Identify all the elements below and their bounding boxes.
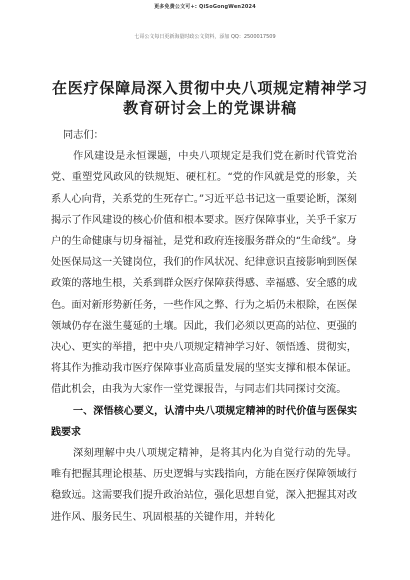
title-line-1: 在医疗保障局深入贯彻中央八项规定精神学习 [51, 79, 368, 97]
title-line-2: 教育研讨会上的党课讲稿 [123, 99, 297, 117]
greeting: 同志们： [63, 130, 104, 141]
paragraph-1: 作风建设是永恒课题，中央八项规定是我们党在新时代管党治党、重塑党风政风的铁规矩、硬杠杠。“党的作风就是党的形象，关系人心向背，关系党的生死存亡。”习近平总书记这一重要论断，深刻揭示了作风建设的核心价值和根本要求。医疗保障事业，关乎千家万户的生命健康与切身福祉，是党和政府连接服务群众的“生命线”。身处医保局这一关键岗位，我们的作风状况、纪律意识直接影响到医保政策的落地生根，关系到群众医疗保障获得感、幸福感、安全感的成色。面对新形势新任务，一些作风之弊、行为之垢仍未根除，在医保领域仍存在滋生蔓延的土壤。因此，我们必须以更高的站位、更强的决心、更实的举措，把中央八项规定精神学习好、领悟透、贯彻实，将其作为推动我市医疗保障事业高质量发展的坚实支撑和根本保证。借此机会，由我为大家作一堂党课报告，与同志们共同探讨交流。 [51, 151, 357, 396]
document-body [51, 125, 357, 528]
paragraph-2: 深刻理解中央八项规定精神，是将其内化为自觉行动的先导。唯有把握其理论根基、历史逻辑与实践指向，方能在医疗保障领域行稳致远。这需要我们提升政治站位，强化思想自觉，深入把握其对改进作风、服务民生、巩固根基的关键作用，并转化 [51, 448, 357, 523]
promo-notice: 七哥公文每日更新海量时政公文资料，添加 QQ：2500017509 [134, 34, 276, 40]
document-title [50, 78, 370, 118]
promo-banner: 更多免费公文可+: QiSoGongWen2024 [154, 4, 256, 10]
section-heading-1: 一、深悟核心要义，认清中央八项规定精神的时代价值与医保实践要求 [51, 405, 357, 438]
